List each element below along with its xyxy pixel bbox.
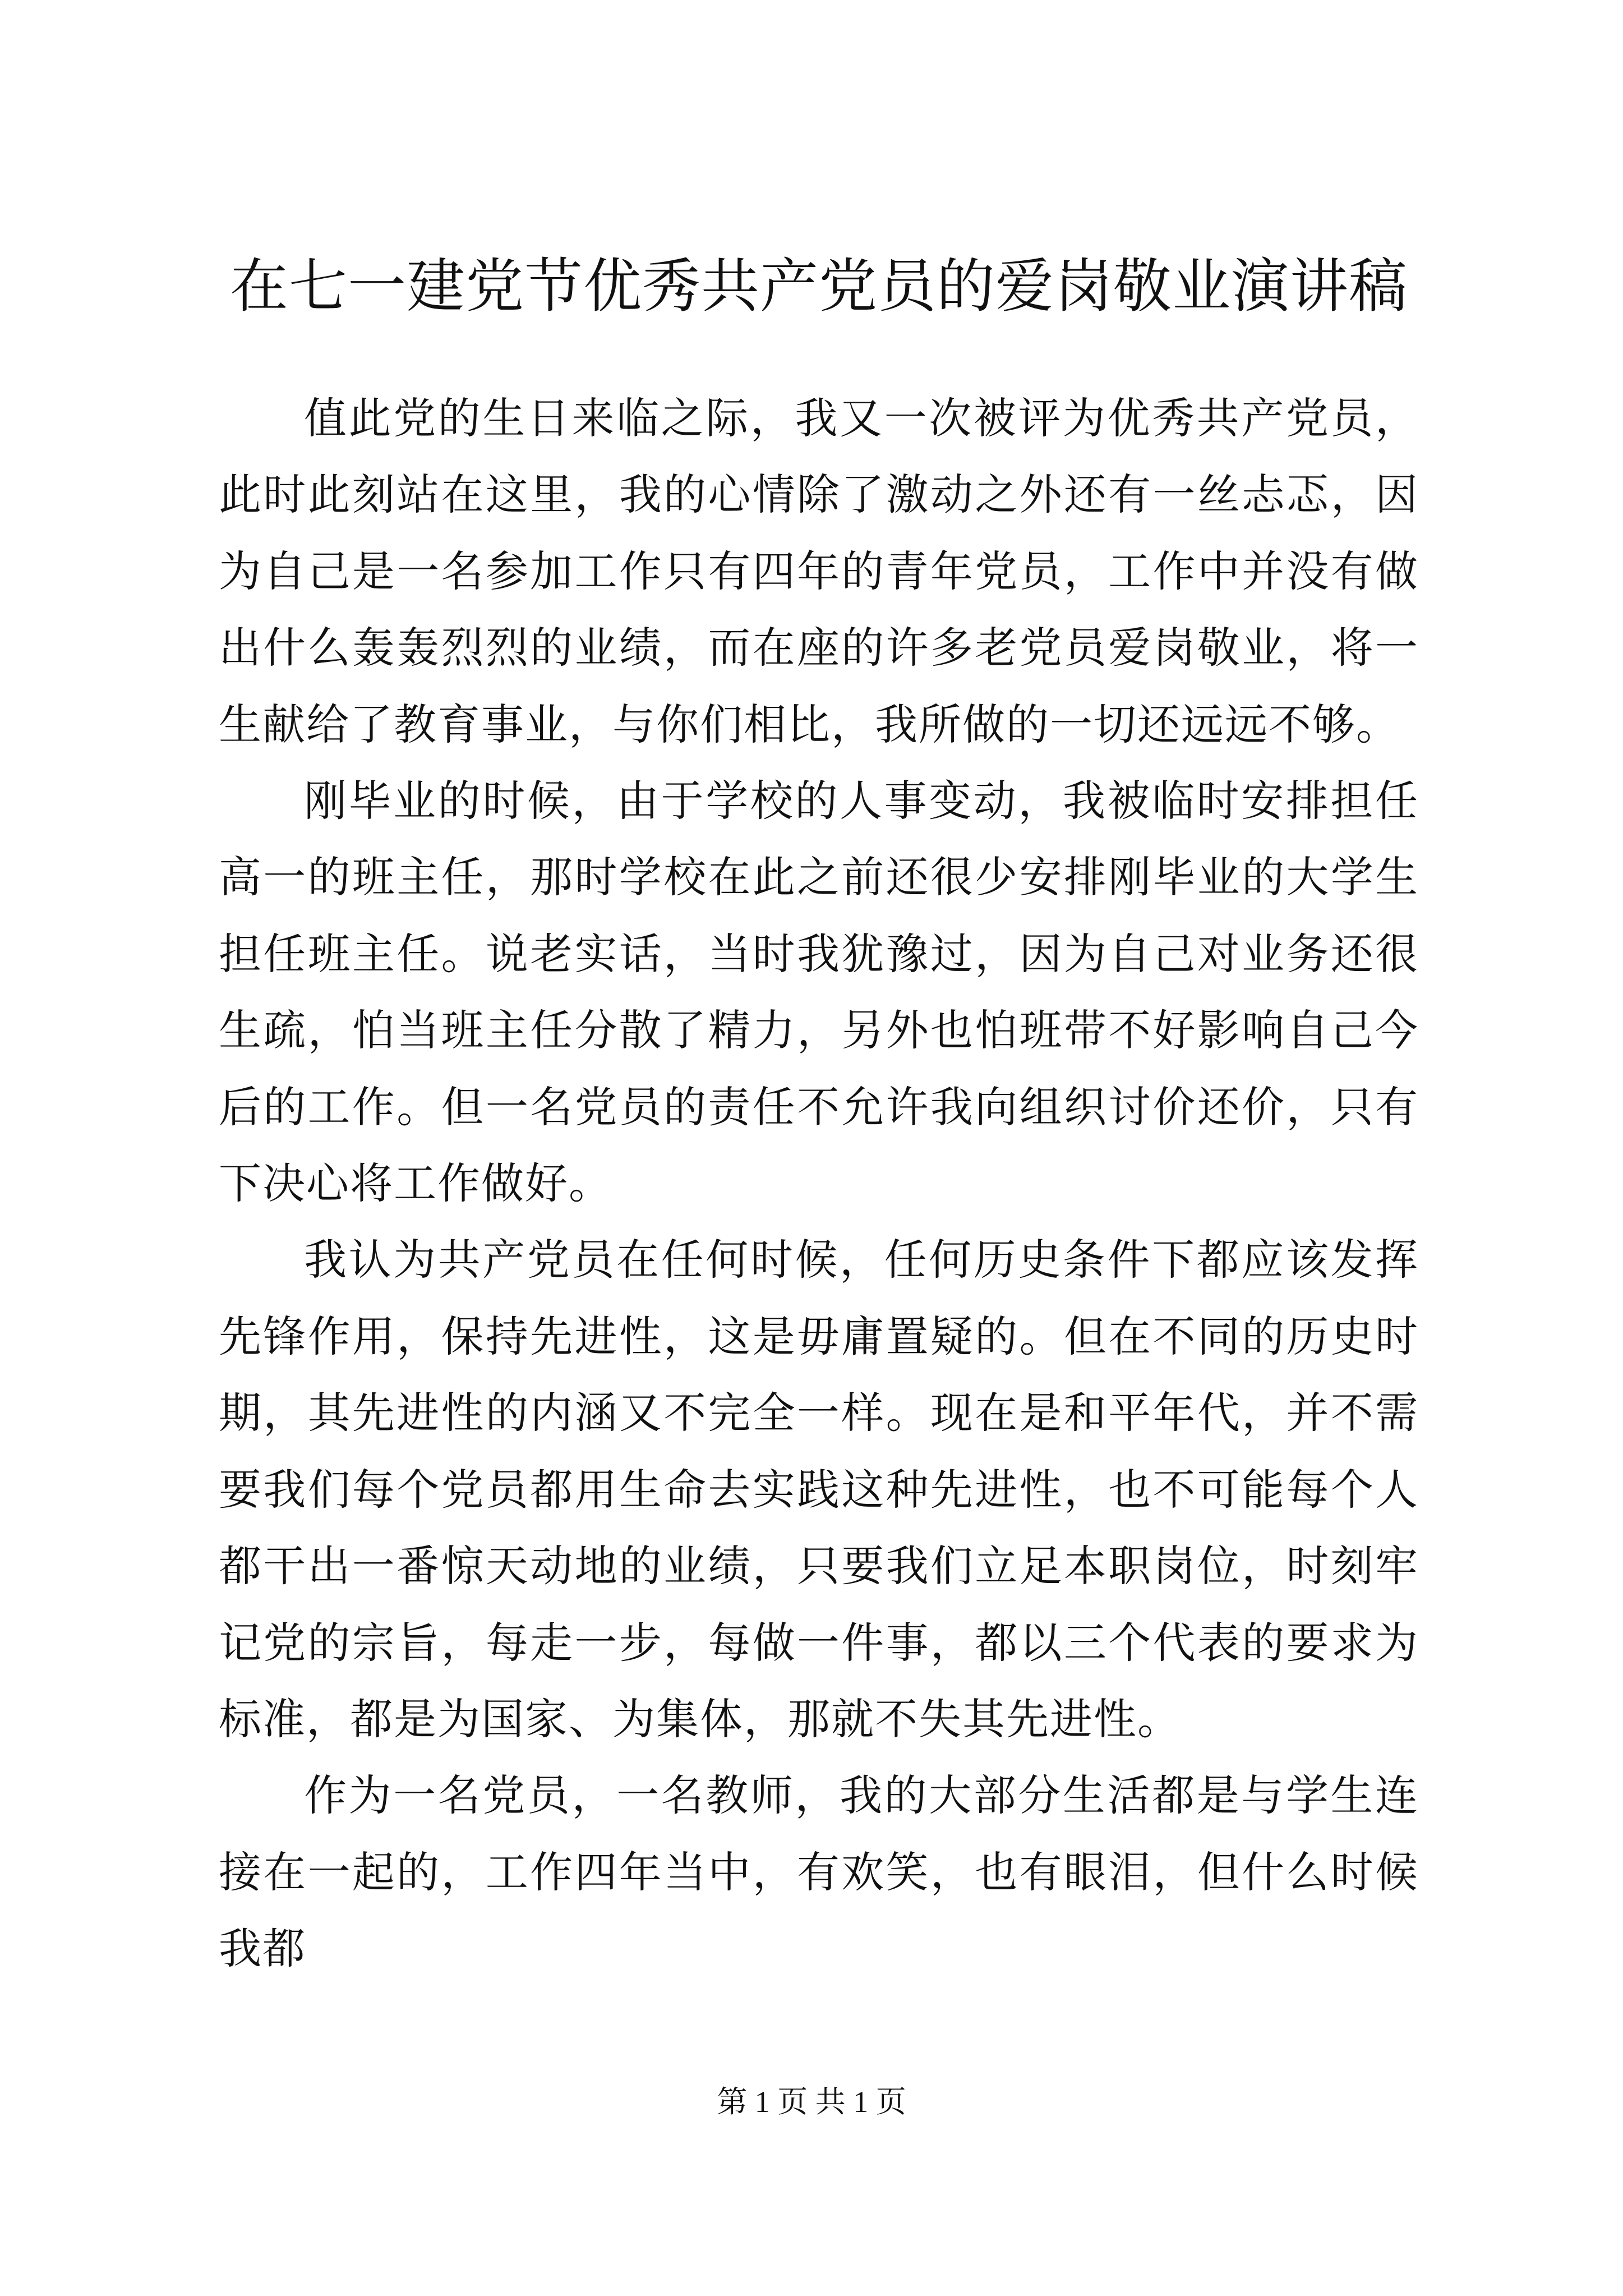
document-body — [219, 380, 1419, 1987]
page-footer — [0, 2082, 1623, 2122]
paragraph-4: 作为一名党员，一名教师，我的大部分生活都是与学生连接在一起的，工作四年当中，有欢笑，也有眼泪，但什么时候我都 — [219, 1770, 1419, 1974]
paragraph-2: 刚毕业的时候，由于学校的人事变动，我被临时安排担任高一的班主任，那时学校在此之前还很少安排刚毕业的大学生担任班主任。说老实话，当时我犹豫过，因为自己对业务还很生疏，怕当班主任分散了精力，另外也怕班带不好影响自己今后的工作。但一名党员的责任不允许我向组织讨价还价，只有下决心将工作做好。 — [219, 776, 1419, 1209]
paragraph-3: 我认为共产党员在任何时候，任何历史条件下都应该发挥先锋作用，保持先进性，这是毋庸置疑的。但在不同的历史时期，其先进性的内涵又不完全一样。现在是和平年代，并不需要我们每个党员都用生命去实践这种先进性，也不可能每个人都干出一番惊天动地的业绩，只要我们立足本职岗位，时刻牢记党的宗旨，每走一步，每做一件事，都以三个代表的要求为标准，都是为国家、为集体，那就不失其先进性。 — [219, 1235, 1419, 1744]
page-number: 第 1 页 共 1 页 — [717, 2085, 906, 2119]
paragraph-1: 值此党的生日来临之际，我又一次被评为优秀共产党员，此时此刻站在这里，我的心情除了激动之外还有一丝忐忑，因为自己是一名参加工作只有四年的青年党员，工作中并没有做出什么轰轰烈烈的业绩，而在座的许多老党员爱岗敬业，将一生献给了教育事业，与你们相比，我所做的一切还远远不够。 — [219, 393, 1419, 749]
document-title: 在七一建党节优秀共产党员的爱岗敬业演讲稿 — [229, 252, 1408, 320]
